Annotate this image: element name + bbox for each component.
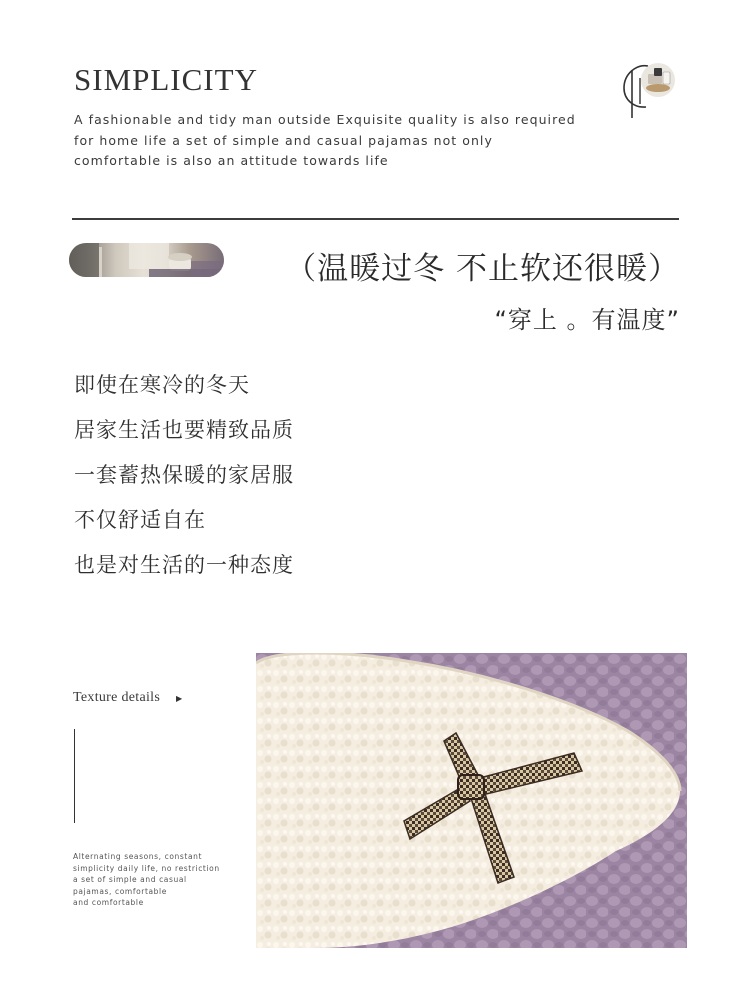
intro-line: for home life a set of simple and casual pajamas not only (74, 132, 493, 148)
body-line: 不仅舒适自在 (74, 508, 206, 532)
caption-line: and comfortable (73, 898, 144, 907)
body-line: 居家生活也要精致品质 (74, 418, 294, 442)
texture-caption (73, 851, 243, 909)
headline-subtitle: “穿上 。有温度” (494, 306, 680, 334)
caption-line: pajamas, comfortable (73, 886, 167, 896)
intro-line: A fashionable and tidy man outside Exquisite quality is also required (74, 112, 576, 127)
arrow-right-icon: ▶ (176, 694, 183, 703)
room-photo-pill (69, 243, 224, 277)
decorative-logo-icon (620, 60, 680, 120)
body-line: 即使在寒冷的冬天 (74, 373, 250, 397)
caption-line: Alternating seasons, constant (73, 852, 203, 861)
intro-line: comfortable is also an attitude towards life (74, 153, 389, 168)
vertical-accent-line (74, 729, 75, 823)
texture-details-label: Texture details (73, 690, 161, 705)
intro-text (74, 110, 594, 172)
caption-line: a set of simple and casual (73, 875, 187, 884)
body-line: 一套蓄热保暖的家居服 (74, 463, 294, 487)
body-line: 也是对生活的一种态度 (74, 553, 294, 577)
product-texture-photo (256, 653, 687, 948)
brand-title: SIMPLICITY (74, 62, 258, 97)
caption-line: simplicity daily life, no restriction (73, 863, 220, 873)
headline-title: （温暖过冬 不止软还很暖） (285, 251, 680, 287)
section-divider (72, 218, 679, 220)
body-text-list (74, 368, 294, 593)
